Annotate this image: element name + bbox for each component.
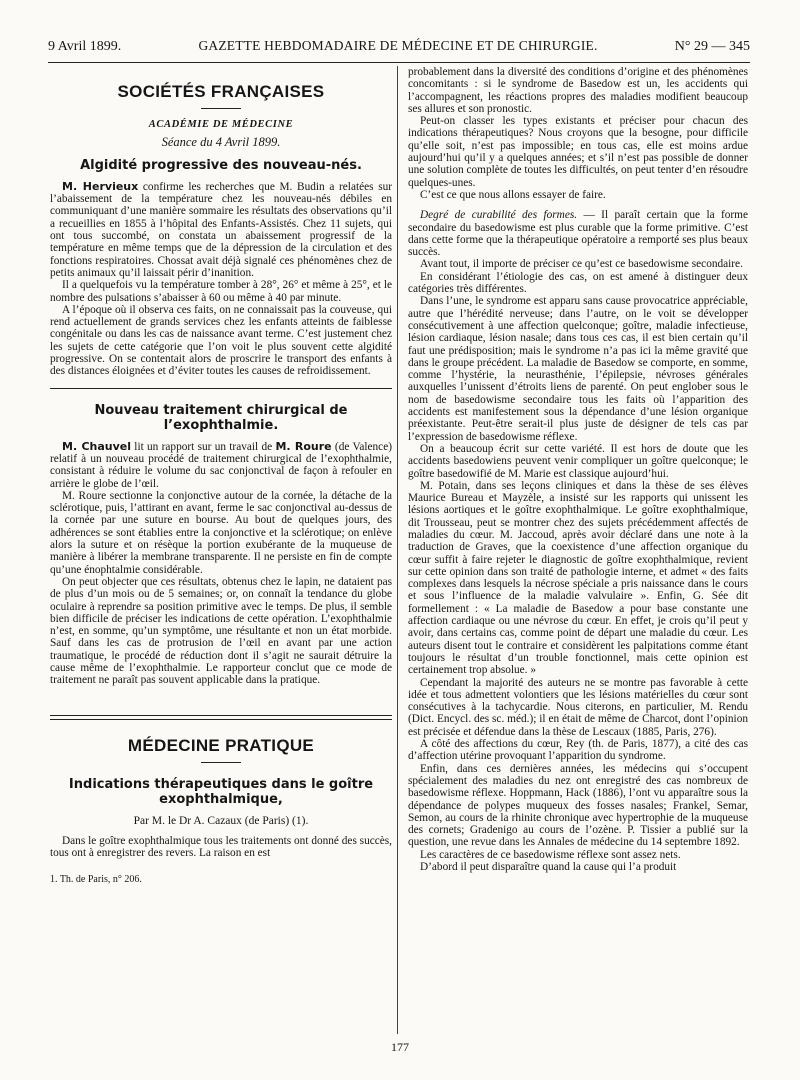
speaker-name: M. Hervieux (62, 179, 139, 193)
academy-heading: ACADÉMIE DE MÉDECINE (148, 119, 294, 131)
section-title-societes: SOCIÉTÉS FRANÇAISES (117, 82, 325, 101)
left-column (50, 66, 392, 886)
paragraph: M. Roure sectionne la conjonctive autour de la cornée, la détache de la sclérotique, puis, l’attirant en avant, ferme le sac conjonctival au-dessus de la cornée par une suture en bourse. Au bout de quelques jours, des adhérences se sont établies entre la conjonctive et la sclérotique; on enlève alors la suture et on résèque la portion exubérante de la muqueuse de manière à libérer la membrane transparente. Il ne persiste en fin de compte qu’une énophtalmie considérable. (50, 489, 392, 576)
paragraph: C’est ce que nous allons essayer de faire. (420, 188, 606, 201)
footnote: 1. Th. de Paris, n° 206. (50, 873, 142, 885)
paragraph: Il a quelquefois vu la température tomber à 28°, 26° et même à 25°, et le nombre des pulsations s’abaisser à 60 ou même à 40 par minute. (50, 279, 392, 304)
running-header (48, 38, 750, 60)
paragraph: M. Hervieux confirme les recherches que M. Budin a relatées sur l’abaissement de la température chez les nouveau-nés débiles en communiquant d’une manière sommaire les résultats des observations qu’il a recueillies en 1855 à l’hôpital des Enfants-Assistés. Chez 11 sujets, qui ont tous succombé, on constata un abaissement progressif de la température en même temps que de la dépression de la circulation et des fonctions respiratoires. Chossat avait déjà signalé ces phénomènes chez de petits animaux qu’il laissait périr d’inanition. (50, 179, 392, 279)
author-name: M. Roure (275, 439, 332, 453)
header-issue-page: N° 29 — 345 (674, 39, 750, 54)
article-heading-indications: Indications thérapeutiques dans le goître exophthalmique, (68, 776, 374, 807)
paragraph: Dans le goître exophthalmique tous les traitements ont donné des succès, tous ont à enregistrer des revers. La raison en est (50, 835, 392, 860)
paragraph: En considérant l’étiologie des cas, on est amené à distinguer deux catégories très différentes. (408, 270, 748, 296)
paragraph: probablement dans la diversité des conditions d’origine et des phénomènes concomitants : si le syndrome de Basedow est un, les accidents qui l’accompagnent, les réactions propres des maladies modifient beaucoup ses allures et son pronostic. (408, 66, 748, 115)
header-rule (48, 62, 750, 63)
paragraph: On a beaucoup écrit sur cette variété. Il est hors de doute que les accidents basedowiens peuvent venir compliquer un goître quelconque; le goître basedowifié de M. Marie est classique aujourd’hui. (408, 442, 748, 480)
right-column (408, 66, 748, 873)
article-heading-algidite: Algidité progressive des nouveau-nés. (80, 157, 362, 173)
section-title-medecine-pratique: MÉDECINE PRATIQUE (127, 735, 315, 755)
seance-date: Séance du 4 Avril 1899. (161, 134, 281, 149)
paragraph: Peut-on classer les types existants et préciser pour chacun des indications thérapeutiques? Nous croyons que la besogne, pour difficile qu’elle soit, n’est pas impossible; en tous cas, elle est moins ardue aujourd’hui qu’il y a quelques années; et s’il n’est pas possible de donner une solution complète de toutes les difficultés, on peut tenter d’en résoudre quelques-unes. (408, 115, 748, 189)
header-journal-title: GAZETTE HEBDOMADAIRE DE MÉDECINE ET DE CHIRURGIE. (198, 38, 598, 53)
paragraph: On peut objecter que ces résultats, obtenus chez le lapin, ne dataient pas de plus d’un mois ou de 5 semaines; or, on connaît la tendance du globe oculaire à reprendre sa position primitive avec le temps. De plus, il semble bien difficile de préciser les indications de cette opération. L’exophthalmie n’est, en somme, qu’un symptôme, une résultante et non un état morbide. Sauf dans les cas de protrusion de l’œil en avant par une action traumatique, le procédé de réduction dont il s’agit ne saurait détruire la cause même de l’exophthalmie. Le rapporteur conclut que ce mode de traitement ne paraît pas souvent applicable dans la pratique. (50, 575, 392, 687)
speaker-name: M. Chauvel (62, 439, 131, 453)
paragraph: Enfin, dans ces dernières années, les médecins qui s’occupent spécialement des maladies du nez ont enregistré des cas nombreux de basedowisme réflexe. Hoppmann, Hack (1886), l’ont vu apparaître sous la dépendance de polypes muqueux des fosses nasales; Frankel, Semar, Semon, au cours de la rhinite chronique avec hypertrophie de la muqueuse des cornets; Gradenigo au cours de l’ozène. P. Tissier a publié sur la question, une revue dans les Annales de médecine du 14 septembre 1892. (408, 762, 748, 849)
paragraph: M. Chauvel lit un rapport sur un travail de M. Roure (de Valence) relatif à un nouveau procédé de traitement chirurgical de l’exophthalmie, consistant à réduire le volume du sac conjonctival de façon à refouler en arrière le globe de l’œil. (50, 439, 392, 490)
paragraph: Cependant la majorité des auteurs ne se montre pas favorable à cette idée et tous admettent volontiers que les lésions matérielles du cœur sont consécutives à la tachycardie. Nous citerons, en particulier, M. Rendu (Dict. Encycl. des sc. méd.); il en était de même de Charcot, dont l’opinion est précisée et défendue dans la thèse de Lescaux (1885, Paris, 276). (408, 676, 748, 738)
article-author: Par M. le Dr A. Cazaux (de Paris) (1). (133, 814, 309, 827)
paragraph: Dans l’une, le syndrome est apparu sans cause provocatrice appréciable, autre que l’hérédité nerveuse; dans l’autre, on le voit se développer consécutivement à une affection quelconque; goître, maladie infectieuse, lésion cardiaque, lésion nasale; dans tous ces cas, il est bien certain qu’il faut une prédisposition; mais le syndrome n’a pas ici la même gravité que dans le groupe précédent. La maladie de Basedow se comporte, en somme, comme l’hystérie, la neurasthénie, l’épilepsie, névroses générales auxquelles l’unissent d’étroits liens de parenté. On peut englober sous le nom de basedowisme secondaire tous les faits où l’apparition des accidents est manifestement sous la dépendance d’une lésion organique préexistante. Peut-être serait-il plus juste de désigner de tels cas par l’expression de basedowisme réflexe. (408, 295, 748, 443)
paragraph: M. Potain, dans ses leçons cliniques et dans la thèse de ses élèves Maurice Bureau et Mayzèle, a insisté sur les rapports qui unissent les lésions aortiques et le goître exophthalmique. Le goître exophthalmique, dit Trousseau, peut se montrer chez des sujets précédemment affectés de maladies du cœur. M. Jaccoud, après avoir déclaré dans une note à la traduction de Graves, que la coexistence d’une affection organique du cœur suffit à faire rejeter le diagnostic de goître exophthalmique, revient sur cette opinion dans son traité de pathologie interne, et admet « des faits complexes dans lesquels la nécrose spéciale a pris naissance dans le cours et sous l’influence de la maladie valvulaire ». Enfin, G. Sée dit formellement : « La maladie de Basedow a pour base constante une affection cardiaque ou une névrose du cœur. En effet, je crois qu’il peut y avoir, dans certains cas, comme point de départ une maladie du cœur. Les auteurs disent tout le contraire et considèrent les palpitations comme étant toujours le résultat d’un trouble fonctionnel, mais cette opinion est certainement trop absolue. » (408, 479, 748, 677)
paragraph: Les caractères de ce basedowisme réflexe sont assez nets. (420, 848, 681, 861)
subheading-italic: Degré de curabilité des formes. (420, 209, 578, 222)
article-heading-exophthalmie: Nouveau traitement chirurgical de l’exophthalmie. (94, 402, 348, 433)
paragraph: Avant tout, il importe de préciser ce qu’est ce basedowisme secondaire. (420, 258, 743, 271)
paragraph: D’abord il peut disparaître quand la cause qui l’a produit (420, 861, 677, 873)
paragraph: A côté des affections du cœur, Rey (th. de Paris, 1877), a cité des cas d’affection utérine provoquant l’apparition du syndrome. (408, 738, 748, 763)
paragraph: Degré de curabilité des formes. — Il paraît certain que la forme secondaire du basedowisme est plus curable que la forme primitive. C’est dans cette forme que la thérapeutique opératoire a remporté ses plus beaux succès. (408, 209, 748, 259)
page-number: 177 (391, 1040, 409, 1054)
header-date: 9 Avril 1899. (48, 39, 122, 54)
paragraph: A l’époque où il observa ces faits, on ne connaissait pas la couveuse, qui rend actuellement de grands services chez les enfants atteints de faiblesse congénitale ou dans les cas de naissance avant terme. C’est justement chez les sujets de cette catégorie que l’on voit le plus souvent cette algidité progressive. On se contentait alors de proscrire le transport des enfants à des distances éloignées et d’éviter toutes les causes de refroidissement. (50, 303, 392, 378)
column-rule (397, 66, 398, 1034)
